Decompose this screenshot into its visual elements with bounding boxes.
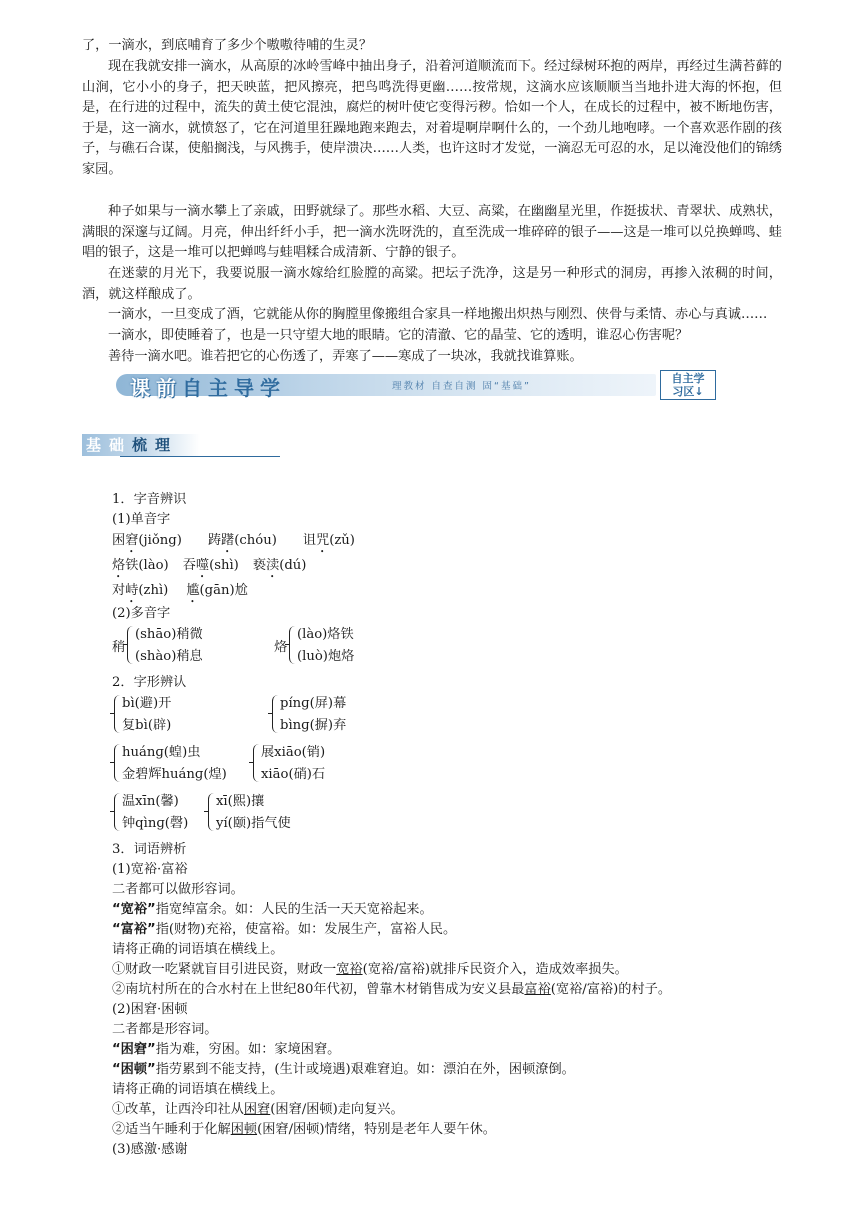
pron-item: 烙铁(lào) — [112, 558, 169, 573]
polyphone-reading: (shāo)稍微 — [135, 627, 203, 642]
pron-item: 诅咒(zǔ) — [302, 533, 355, 548]
glyph-pair — [114, 744, 244, 784]
tag-text-a: 基础 — [86, 436, 133, 454]
tag-text-b: 梳理 — [132, 436, 179, 454]
prose-paragraph: 现在我就安排一滴水，从高原的冰岭雪峰中抽出身子，沿着河道顺流而下。经过绿树环抱的两岸，再经过生满苔藓的山涧，它小小的身子，把天映蓝，把风擦亮，把鸟鸣洗得更幽……按常规，这滴水应该顺顺当当地扑进大海的怀抱，但是，在行进的过程中，流失的黄土使它混浊，腐烂的树叶使它变得污秽。恰如一个人，在成长的过程中，被不断地伤害，于是，这一滴水，就愤怒了，它在河道里狂躁地跑来跑去，对着堤啊岸啊什么的，一个劲儿地咆哮。一个喜欢恶作剧的孩子，与礁石合谋，使船搁浅，与风携手，使岸溃决……人类，也许这时才发觉，一滴忍无可忍的水，足以淹没他们的锦绣家园。 — [82, 59, 782, 177]
pronunciation-row — [112, 531, 355, 556]
brace-icon — [253, 744, 260, 782]
subheading: (2)多音字 — [112, 606, 171, 621]
glyph-item: bì(避)开 — [122, 696, 172, 711]
pron-item: 吞噬(shì) — [182, 558, 239, 573]
prose-paragraph: 一滴水，即使睡着了，也是一只守望大地的眼睛。它的清澈、它的晶莹、它的透明，谁忍心伤害呢？ — [108, 328, 689, 343]
brace-icon — [114, 695, 121, 733]
glyph-item: pínɡ(屏)幕 — [280, 696, 347, 711]
polyphone-group — [127, 626, 237, 666]
heading: 3．词语辨析 — [112, 842, 187, 857]
instruction-line: 请将正确的词语填在横线上。 — [112, 942, 284, 957]
banner-title-b: 自主导学 — [182, 376, 286, 400]
text-line: 二者都是形容词。 — [112, 1022, 218, 1037]
definition: 指宽绰富余。如：人民的生活一天天宽裕起来。 — [155, 902, 433, 917]
banner-title-a: 课前 — [130, 376, 182, 400]
glyph-item: 金碧辉huánɡ(煌) — [122, 767, 227, 782]
prose-paragraph: 种子如果与一滴水攀上了亲戚，田野就绿了。那些水稻、大豆、高粱，在幽幽星光里，作挺拔状、青翠状、成熟状，满眼的深邃与辽阔。月亮，伸出纤纤小手，把一滴水洗呀洗的，直至洗成一堆碎碎的银子——这是一堆可以兑换蝉鸣、蛙唱的银子，这是一堆可以把蝉鸣与蛙唱糅合成清新、宁静的银子。 — [82, 204, 782, 261]
keyword: “困顿” — [112, 1062, 156, 1077]
exercise-line: ②南坑村所在的合水村在上世纪80年代初，曾靠木材销售成为安义县最富裕(宽裕/富裕)的村子。 — [112, 982, 672, 997]
definition-line — [112, 920, 456, 940]
brace-icon — [208, 793, 215, 831]
polyphone-head: 烙 — [274, 640, 288, 655]
pronunciation-row — [112, 556, 306, 581]
glyph-item: huánɡ(蝗)虫 — [122, 745, 201, 760]
heading: 1．字音辨识 — [112, 492, 187, 507]
section-tag — [82, 432, 202, 458]
tag-underline — [120, 456, 280, 457]
prose-paragraph: 在迷蒙的月光下，我要说服一滴水嫁给红脸膛的高粱。把坛子洗净，这是另一种形式的洞房，再掺入浓稠的时间，酒，就这样酿成了。 — [82, 266, 782, 302]
word-pair-title: (2)困窘·困顿 — [112, 1002, 188, 1017]
answer-blank: 困窘 — [243, 1102, 271, 1117]
pron-item: 亵渎(dú) — [252, 558, 307, 573]
brace-icon — [127, 626, 134, 664]
glyph-item: xiāo(硝)石 — [261, 767, 326, 782]
definition: 指为难，穷困。如：家境困窘。 — [155, 1042, 341, 1057]
definition: 指劳累到不能支持，(生计或境遇)艰难窘迫。如：漂泊在外，困顿潦倒。 — [155, 1062, 575, 1077]
glyph-pair — [114, 695, 234, 735]
definition-line — [112, 1060, 575, 1080]
prose-paragraph: 了，一滴水，到底哺育了多少个嗷嗷待哺的生灵？ — [82, 38, 373, 53]
pronunciation-row — [112, 581, 248, 606]
glyph-pair — [208, 793, 328, 833]
polyphone-head: 稍 — [112, 640, 126, 655]
answer-blank: 困顿 — [230, 1122, 258, 1137]
polyphone-group — [289, 626, 399, 666]
instruction-line: 请将正确的词语填在横线上。 — [112, 1082, 284, 1097]
brace-icon — [114, 793, 121, 831]
keyword: “宽裕” — [112, 902, 156, 917]
pron-item: 踌躇(chóu) — [207, 533, 277, 548]
definition-line — [112, 1040, 340, 1060]
word-pair-title: (1)宽裕·富裕 — [112, 862, 188, 877]
subheading: (1)单音字 — [112, 512, 171, 527]
glyph-item: bìnɡ(摒)弃 — [280, 718, 347, 733]
word-pair-title: (3)感激·感谢 — [112, 1142, 188, 1157]
heading: 2．字形辨认 — [112, 675, 187, 690]
glyph-item: 展xiāo(销) — [261, 745, 326, 760]
pron-item: 对峙(zhì) — [112, 583, 169, 598]
brace-icon — [289, 626, 296, 664]
polyphone-reading: (lào)烙铁 — [297, 627, 354, 642]
tag-text — [86, 434, 178, 455]
self-study-area-box — [660, 370, 716, 400]
prose-paragraph: 善待一滴水吧。谁若把它的心伤透了，弄寒了——寒成了一块冰，我就找谁算账。 — [108, 349, 583, 364]
text-line: 二者都可以做形容词。 — [112, 882, 244, 897]
answer-blank: 宽裕 — [336, 962, 363, 977]
definition: 指(财物)充裕，使富裕。如：发展生产，富裕人民。 — [155, 922, 457, 937]
section-banner — [116, 370, 718, 400]
glyph-item: yí(颐)指气使 — [216, 816, 291, 831]
polyphone-reading: (luò)炮烙 — [297, 649, 355, 664]
glyph-pair — [114, 793, 214, 833]
exercise-line: ①财政一吃紧就盲目引进民资，财政一宽裕(宽裕/富裕)就排斥民资介入，造成效率损失。 — [112, 962, 628, 977]
glyph-pair — [272, 695, 392, 735]
exercise-line: ②适当午睡利于化解困顿(困窘/困顿)情绪，特别是老年人要午休。 — [112, 1122, 496, 1137]
keyword: “困窘” — [112, 1042, 156, 1057]
glyph-item: 温xīn(馨) — [122, 794, 179, 809]
glyph-item: xī(熙)攘 — [216, 794, 265, 809]
brace-icon — [114, 744, 121, 782]
pron-item: 尴(gān)尬 — [186, 583, 248, 598]
glyph-item: 钟qìnɡ(磬) — [122, 816, 189, 831]
definition-line — [112, 900, 433, 920]
glyph-item: 复bì(辟) — [122, 718, 172, 733]
box-line: 自主学 — [671, 372, 705, 385]
brace-icon — [272, 695, 279, 733]
keyword: “富裕” — [112, 922, 156, 937]
answer-blank: 富裕 — [524, 982, 551, 997]
banner-subtitle: 理教材 自查自测 固“基础” — [392, 381, 531, 392]
prose-paragraph: 一滴水，一旦变成了酒，它就能从你的胸膛里像搬组合家具一样地搬出炽热与刚烈、侠骨与柔情、赤心与真诚…… — [108, 307, 768, 322]
banner-title — [130, 372, 286, 401]
box-line: 习区↓ — [672, 385, 704, 398]
polyphone-reading: (shào)稍息 — [135, 649, 203, 664]
pron-item: 困窘(jiǒng) — [112, 533, 182, 548]
glyph-pair — [253, 744, 373, 784]
exercise-line: ①改革，让西泠印社从困窘(困窘/困顿)走向复兴。 — [112, 1102, 404, 1117]
